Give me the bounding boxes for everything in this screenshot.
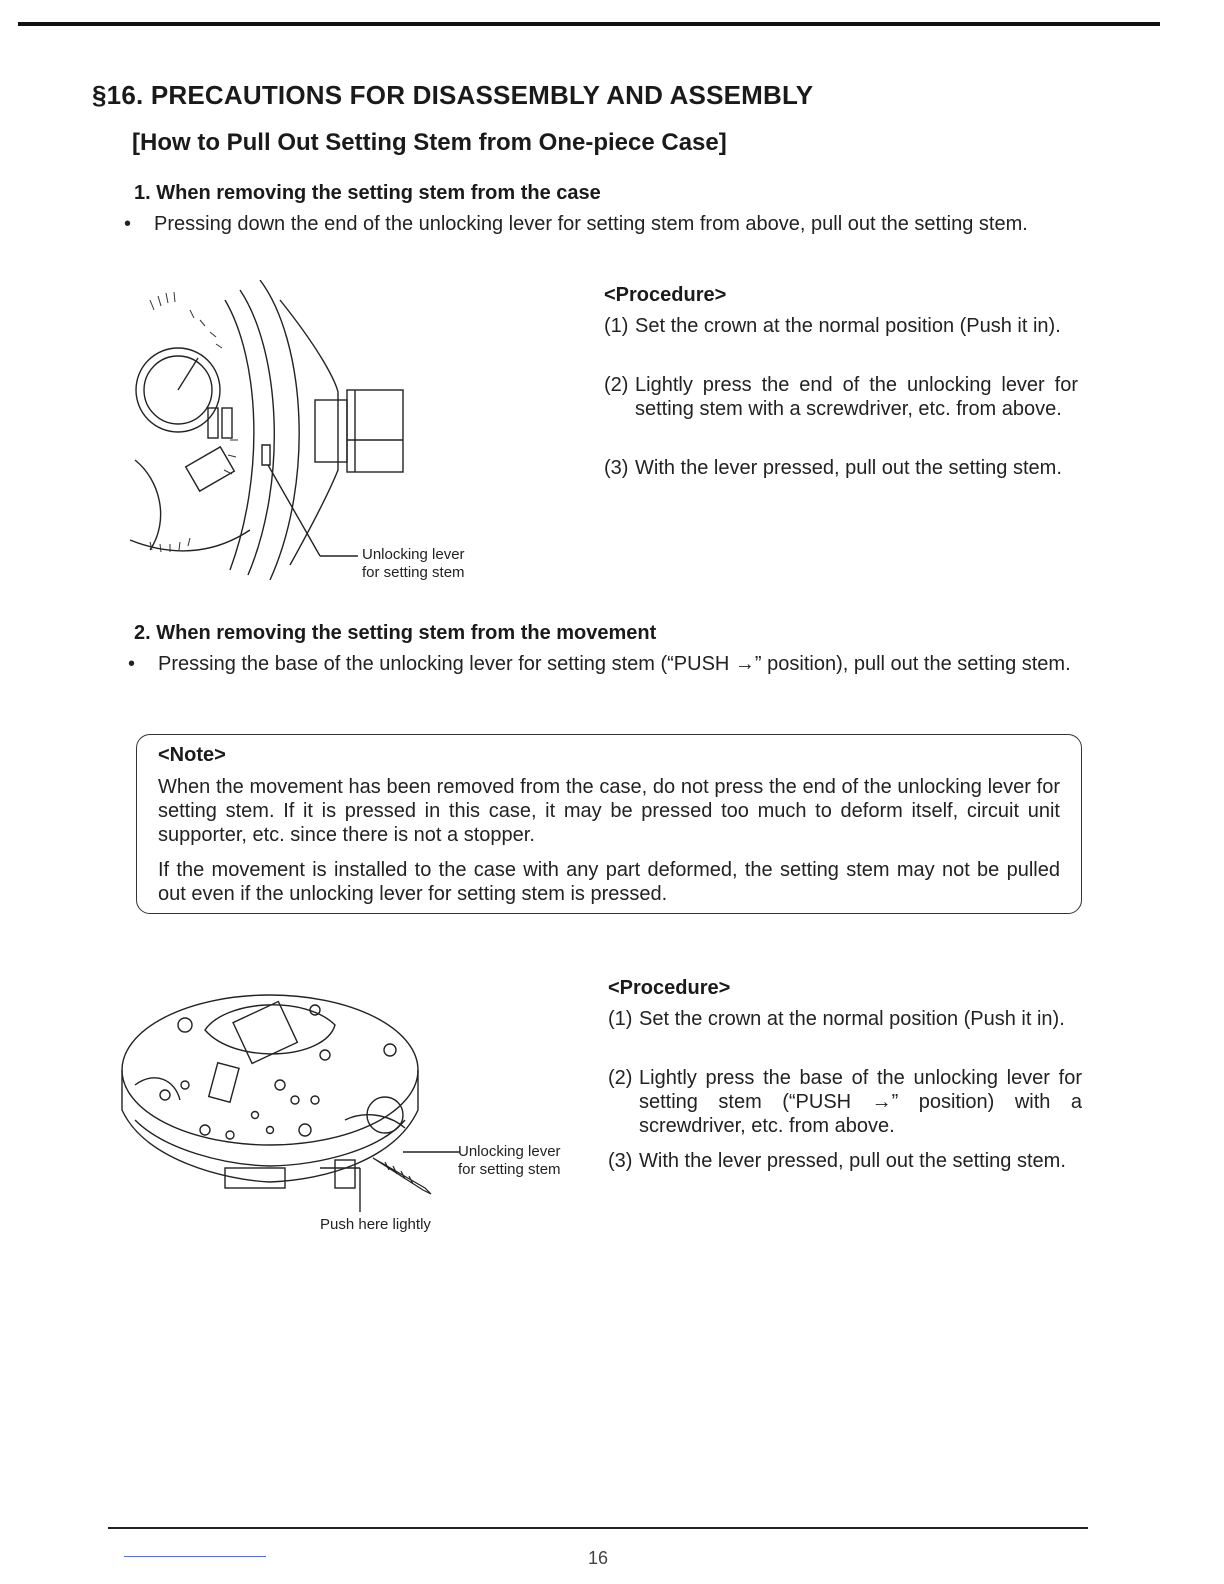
- step-text: With the lever pressed, pull out the setting stem.: [639, 1150, 1066, 1172]
- figure-movement: [105, 990, 465, 1220]
- figure1-callout: [362, 546, 465, 582]
- step-text: Set the crown at the normal position (Push it in).: [639, 1008, 1065, 1030]
- note-heading: <Note>: [158, 744, 226, 766]
- section1-bullet-text: Pressing down the end of the unlocking lever for setting stem from above, pull out the setting stem.: [154, 213, 1028, 235]
- section2-bullet-item: [128, 652, 1080, 676]
- step-number: (3): [608, 1150, 633, 1172]
- procedure1-step-2: [604, 373, 1078, 421]
- figure-watch-case: [130, 280, 490, 590]
- crown-tube: [315, 400, 347, 462]
- figure2-callout-line1: Unlocking lever: [458, 1143, 561, 1160]
- figure2-push-callout: Push here lightly: [320, 1216, 431, 1233]
- step-number: (1): [604, 315, 629, 337]
- procedure2-heading: <Procedure>: [608, 977, 731, 999]
- step-text: Lightly press the base of the unlocking lever for setting stem (“PUSH →” position) with a screwdriver, etc. from above.: [639, 1067, 1082, 1137]
- section1-heading: 1. When removing the setting stem from the case: [134, 182, 601, 204]
- page-number: 16: [588, 1548, 609, 1568]
- figure1-callout-line2: for setting stem: [362, 564, 465, 581]
- figure2-callout: [458, 1143, 561, 1179]
- case-outer-arc: [260, 280, 299, 580]
- screwdriver-icon: [373, 1158, 431, 1194]
- step-text: With the lever pressed, pull out the setting stem.: [635, 457, 1062, 479]
- section2-bullet-text: Pressing the base of the unlocking lever for setting stem (“PUSH →” position), pull out the setting stem.: [158, 653, 1071, 675]
- procedure2-step-3: [608, 1149, 1082, 1173]
- section2-heading: 2. When removing the setting stem from the movement: [134, 622, 657, 644]
- battery-recess: [205, 1005, 335, 1054]
- bullet-dot-icon: •: [128, 653, 136, 675]
- procedure1-heading: <Procedure>: [604, 284, 727, 306]
- step-number: (1): [608, 1008, 633, 1030]
- bullet-dot-icon: •: [124, 213, 132, 235]
- section1-bullet-item: [124, 212, 1080, 236]
- step-number: (2): [608, 1067, 633, 1089]
- step-text: Set the crown at the normal position (Push it in).: [635, 315, 1061, 337]
- bottom-rule: [108, 1527, 1088, 1529]
- section-title: §16. PRECAUTIONS FOR DISASSEMBLY AND ASSEMBLY: [92, 80, 814, 110]
- subdial-hand: [178, 358, 198, 390]
- note-paragraph-1: When the movement has been removed from the case, do not press the end of the unlocking lever for setting stem. If it is pressed in this case, it may be pressed too much to deform itself, circuit unit supporter, etc. since there is not a stopper.: [158, 776, 1060, 846]
- link-underline: [124, 1556, 266, 1557]
- callout-leader-1: [268, 465, 320, 556]
- movement-plate: [122, 995, 418, 1145]
- coil-block: [209, 1063, 239, 1103]
- step-number: (3): [604, 457, 629, 479]
- step-text: Lightly press the end of the unlocking lever for setting stem with a screwdriver, etc. from above.: [635, 374, 1078, 420]
- case-inner-arc: [240, 290, 274, 575]
- procedure2-step-2: [608, 1066, 1082, 1138]
- figure2-callout-line2: for setting stem: [458, 1161, 561, 1178]
- figure1-callout-line1: Unlocking lever: [362, 546, 465, 563]
- unlocking-lever-part: [262, 445, 270, 465]
- top-rule: [18, 22, 1160, 26]
- step-number: (2): [604, 374, 629, 396]
- page-subtitle: [How to Pull Out Setting Stem from One-piece Case]: [132, 129, 727, 156]
- procedure2-step-1: [608, 1007, 1082, 1031]
- procedure1-step-3: [604, 456, 1078, 480]
- procedure1-step-1: [604, 314, 1078, 338]
- date-window: [186, 447, 235, 491]
- note-paragraph-2: If the movement is installed to the case with any part deformed, the setting stem may not be pulled out even if the unlocking lever for setting stem is pressed.: [158, 859, 1060, 905]
